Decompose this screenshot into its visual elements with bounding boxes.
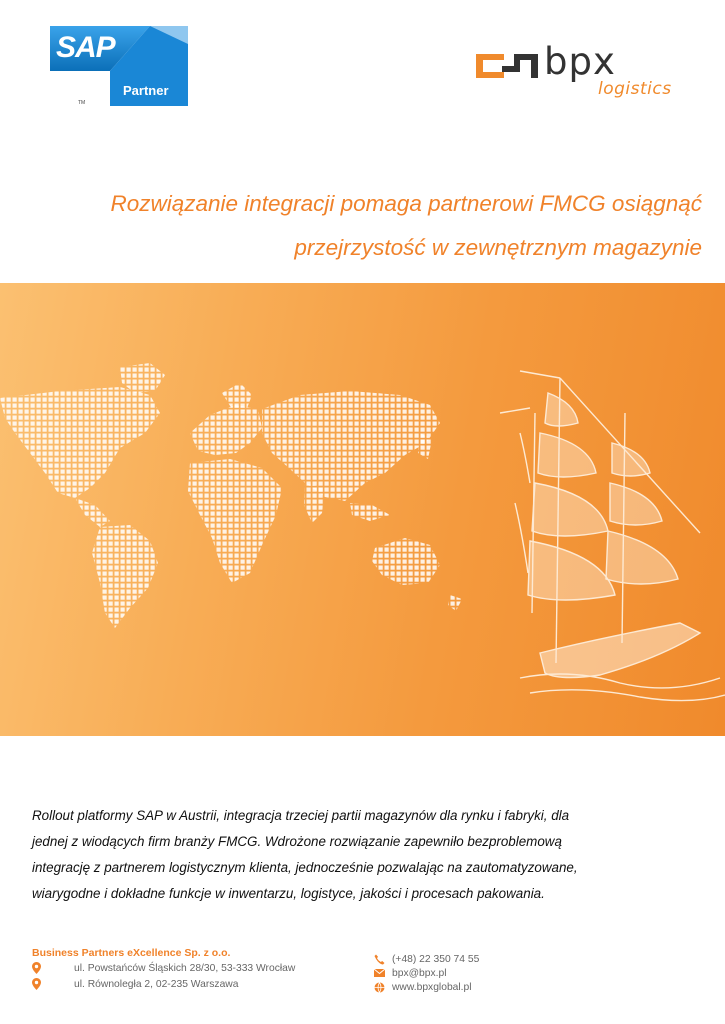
title-line: Rozwiązanie integracji pomaga partnerowi FMCG osiągnąć — [110, 191, 702, 216]
sap-partner-logo — [50, 26, 188, 110]
bpx-wordmark: bpx — [544, 40, 616, 83]
title-line: przejrzystość w zewnętrznym magazynie — [294, 235, 702, 260]
bpx-subtitle: logistics — [598, 79, 672, 99]
envelope-icon — [374, 968, 385, 981]
footer-company-name: Business Partners eXcellence Sp. z o.o. — [32, 947, 231, 959]
address-text: ul. Powstańców Śląskich 28/30, 53-333 Wrocław — [74, 963, 296, 974]
sap-wordmark: SAP — [56, 31, 115, 64]
location-pin-icon — [32, 962, 41, 977]
banner-illustration — [0, 283, 725, 736]
document-title — [42, 182, 702, 270]
intro-line: wiarygodne i dokładne funkcje w inwentarzu, logistyce, jakości i procesach pakowania. — [32, 886, 545, 901]
trademark-mark: TM — [78, 100, 86, 106]
world-map — [0, 363, 462, 628]
intro-line: jednej z wiodących firm branży FMCG. Wdrożone rozwiązanie zapewniło bezproblemową — [32, 834, 562, 849]
website-link[interactable]: www.bpxglobal.pl — [392, 982, 472, 993]
hero-banner — [0, 283, 725, 736]
globe-icon — [374, 982, 385, 996]
phone-text: (+48) 22 350 74 55 — [392, 954, 480, 965]
intro-paragraph — [32, 803, 692, 907]
email-link[interactable]: bpx@bpx.pl — [392, 968, 447, 979]
sailing-ship — [500, 371, 725, 701]
intro-line: integrację z partnerem logistycznym klienta, jednocześnie pozwalając na zautomatyzowane, — [32, 860, 578, 875]
location-pin-icon — [32, 978, 41, 993]
intro-line: Rollout platformy SAP w Austrii, integracja trzeciej partii magazynów dla rynku i fabryki, dla — [32, 808, 570, 823]
address-text: ul. Równoległa 2, 02-235 Warszawa — [74, 979, 239, 990]
bpx-logistics-logo — [474, 40, 689, 106]
sap-partner-label: Partner — [123, 83, 169, 98]
phone-icon — [374, 954, 385, 968]
bpx-brackets-icon — [474, 52, 540, 80]
